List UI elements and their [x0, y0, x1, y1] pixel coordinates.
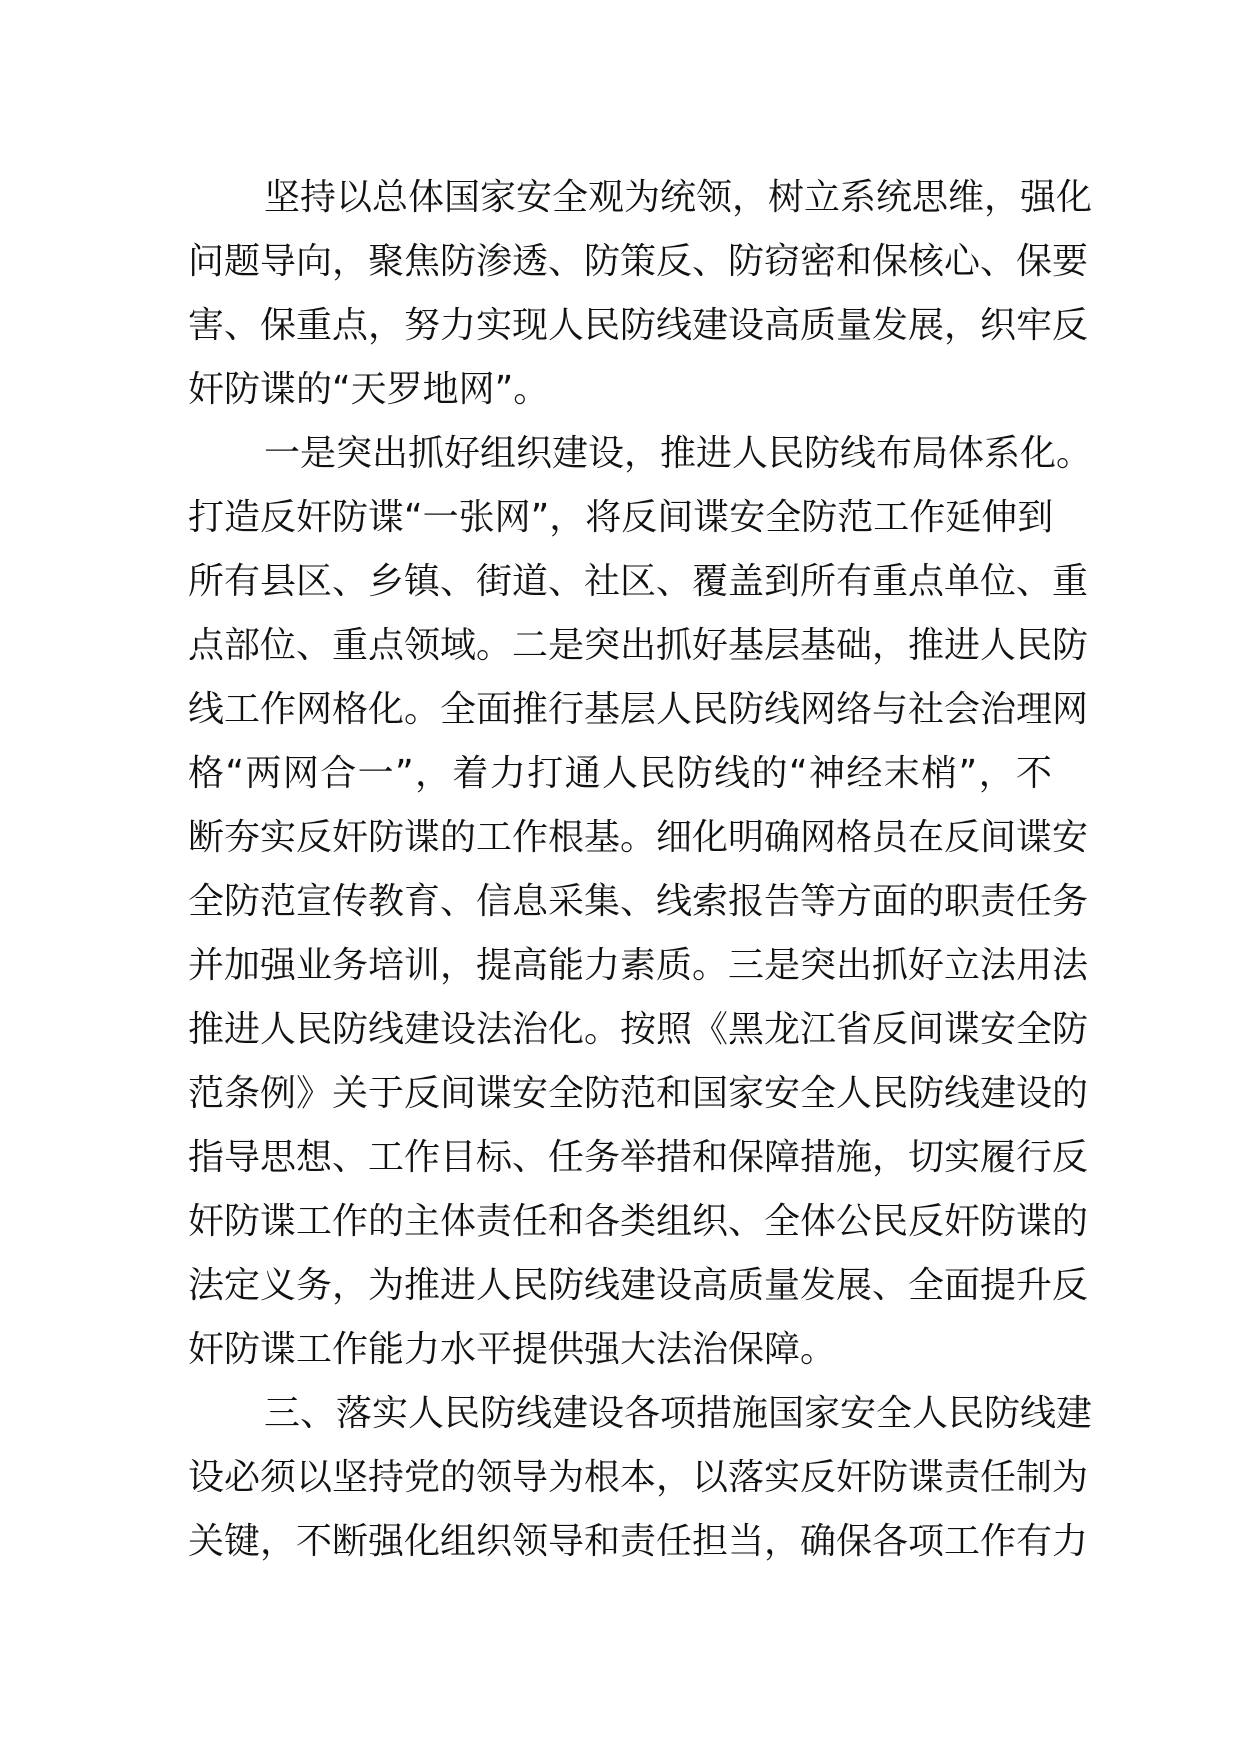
document-body [188, 166, 1093, 1574]
paragraph-2-line-9: 并加强业务培训，提高能力素质。三是突出抓好立法用法 [188, 945, 1089, 986]
paragraph-1-line-4: 奸防谍的“天罗地网”。 [188, 369, 550, 410]
paragraph-2-line-10: 推进人民防线建设法治化。按照《黑龙江省反间谍安全防 [188, 1009, 1089, 1050]
paragraph-2-line-7: 断夯实反奸防谍的工作根基。细化明确网格员在反间谍安 [188, 817, 1089, 858]
paragraph-1-line-3: 害、保重点，努力实现人民防线建设高质量发展，织牢反 [188, 305, 1089, 346]
paragraph-2-line-8: 全防范宣传教育、信息采集、线索报告等方面的职责任务 [188, 881, 1089, 922]
paragraph-2-line-2: 打造反奸防谍“一张网”，将反间谍安全防范工作延伸到 [188, 497, 1054, 538]
paragraph-1-line-1: 坚持以总体国家安全观为统领，树立系统思维，强化 [264, 177, 1093, 218]
paragraph-2-line-1: 一是突出抓好组织建设，推进人民防线布局体系化。 [264, 433, 1093, 474]
paragraph-2-line-14: 法定义务，为推进人民防线建设高质量发展、全面提升反 [188, 1265, 1089, 1306]
paragraph-3-line-2: 设必须以坚持党的领导为根本，以落实反奸防谍责任制为 [188, 1457, 1089, 1498]
paragraph-2-line-12: 指导思想、工作目标、任务举措和保障措施，切实履行反 [188, 1137, 1089, 1178]
paragraph-2-line-3: 所有县区、乡镇、街道、社区、覆盖到所有重点单位、重 [188, 561, 1089, 602]
paragraph-2-line-5: 线工作网格化。全面推行基层人民防线网络与社会治理网 [188, 689, 1089, 730]
paragraph-1-line-2: 问题导向，聚焦防渗透、防策反、防窃密和保核心、保要 [188, 241, 1089, 282]
paragraph-2-line-6: 格“两网合一”，着力打通人民防线的“神经末梢”，不 [188, 753, 1052, 794]
paragraph-3-line-3: 关键，不断强化组织领导和责任担当，确保各项工作有力 [188, 1521, 1089, 1562]
paragraph-3-line-1: 三、落实人民防线建设各项措施国家安全人民防线建 [264, 1393, 1093, 1434]
paragraph-2-line-13: 奸防谍工作的主体责任和各类组织、全体公民反奸防谍的 [188, 1201, 1089, 1242]
paragraph-2-line-4: 点部位、重点领域。二是突出抓好基层基础，推进人民防 [188, 625, 1089, 666]
paragraph-2-line-15: 奸防谍工作能力水平提供强大法治保障。 [188, 1329, 837, 1370]
paragraph-2-line-11: 范条例》关于反间谍安全防范和国家安全人民防线建设的 [188, 1073, 1089, 1114]
